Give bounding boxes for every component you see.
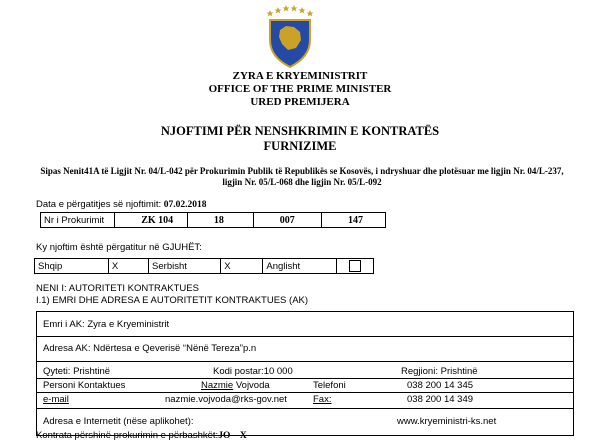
language-label: Ky njoftim është përgatitur në GJUHËT: — [36, 242, 202, 253]
joint-procurement-answer: JO X — [218, 431, 247, 441]
phone-label: Telefoni — [313, 380, 346, 391]
notice-title: NJOFTIMI PËR NENSHKRIMIN E KONTRATËS — [160, 124, 440, 138]
authority-name: Emri i AK: Zyra e Kryeministrit — [43, 319, 170, 330]
fax-label: Fax: — [313, 394, 332, 405]
email-label: e-mail — [43, 394, 69, 405]
authority-address: Adresa AK: Ndërtesa e Qeverisë “Nënë Tereza”p.n — [43, 343, 257, 354]
procurement-part-3: 007 — [253, 213, 321, 228]
website-value[interactable]: www.kryeministri-ks.net — [397, 416, 497, 427]
language-anglisht-mark — [337, 259, 374, 274]
preparation-date-label: Data e përgatitjes së njoftimit: — [36, 199, 164, 210]
authority-postal-code: Kodi postar:10 000 — [213, 366, 293, 377]
contact-person-name — [201, 380, 270, 391]
header-line-1: ZYRA E KRYEMINISTRIT — [232, 70, 368, 82]
contact-first-name: Nazmie — [201, 380, 234, 391]
contact-last-name: Vojvoda — [233, 380, 270, 391]
fax-value: 038 200 14 349 — [407, 394, 474, 405]
preparation-date-value: 07.02.2018 — [163, 200, 207, 210]
legal-basis-text: Sipas Nenit41A të Ligjit Nr. 04/L-042 për Prokurimin Publik të Republikës se Kosovës, i ndryshuar dhe plotësuar me ligjin Nr. 04/L-237, ligjin Nr. 05/L-068 dhe ligjin Nr. 05/L-092 — [40, 166, 564, 187]
section-subheading: I.1) EMRI DHE ADRESA E AUTORITETIT KONTRAKTUES (AK) — [36, 295, 309, 306]
header-line-2: OFFICE OF THE PRIME MINISTER — [208, 83, 392, 95]
language-shqip-mark: X — [108, 259, 148, 274]
procurement-number-label: Nr i Prokurimit — [41, 213, 115, 228]
procurement-part-1: ZK 104 — [115, 213, 188, 228]
language-serbisht-mark: X — [221, 259, 263, 274]
procurement-part-4: 147 — [322, 213, 386, 228]
authority-city: Qyteti: Prishtinë — [43, 366, 111, 377]
website-label: Adresa e Internetit (nëse aplikohet): — [43, 416, 194, 427]
kosovo-coat-of-arms-icon — [258, 4, 322, 68]
joint-procurement-row — [36, 430, 247, 441]
email-value[interactable]: nazmie.vojvoda@rks-gov.net — [165, 394, 287, 405]
language-serbisht: Serbisht — [149, 259, 221, 274]
authority-details-box — [36, 311, 574, 436]
procurement-number-table — [40, 212, 386, 228]
phone-value: 038 200 14 345 — [407, 380, 474, 391]
joint-procurement-label: Kontrata përshinë prokurimin e përbashkët: — [36, 430, 219, 441]
language-table — [34, 258, 374, 274]
header-line-3: URED PREMIJERA — [250, 96, 350, 108]
contact-person-label: Personi Kontaktues — [43, 380, 126, 391]
language-shqip: Shqip — [35, 259, 109, 274]
preparation-date — [36, 199, 207, 210]
authority-region: Regjioni: Prishtinë — [401, 366, 478, 377]
language-anglisht: Anglisht — [263, 259, 337, 274]
notice-subtitle: FURNIZIME — [263, 139, 337, 153]
section-heading: NENI I: AUTORITETI KONTRAKTUES — [36, 283, 199, 294]
procurement-part-2: 18 — [187, 213, 253, 228]
anglisht-checkbox[interactable] — [349, 260, 361, 272]
